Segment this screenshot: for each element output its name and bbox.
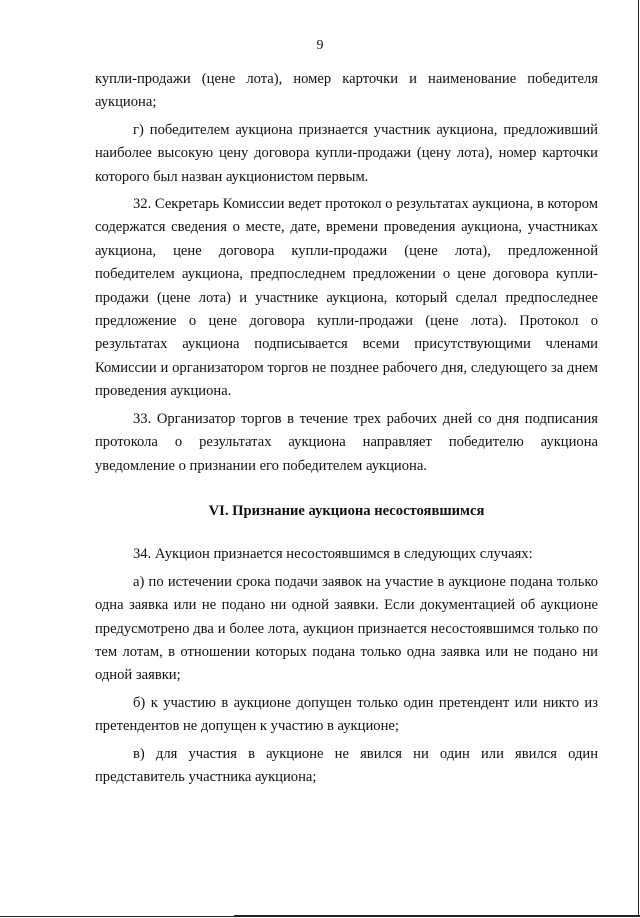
paragraph-continuation: купли-продажи (цене лота), номер карточки и наименование победителя аукциона; — [95, 71, 598, 111]
paragraph-item-v: в) для участия в аукционе не явился ни один или явился один представитель участника аукциона; — [95, 745, 598, 785]
paragraph-33: 33. Организатор торгов в течение трех рабочих дней со дня подписания протокола о результатах аукциона направляет победителю аукциона уведомление о признании его победителем аукциона. — [95, 410, 598, 474]
page-bottom-border — [234, 915, 640, 917]
paragraph-34: 34. Аукцион признается несостоявшимся в следующих случаях: — [133, 546, 533, 563]
document-body — [95, 68, 598, 789]
paragraph-item-g: г) победителем аукциона признается участник аукциона, предложивший наиболее высокую цену договора купли-продажи (цену лота), номер карточки которого был назван аукционистом первым. — [95, 121, 598, 185]
section-heading: VI. Признание аукциона несостоявшимся — [208, 502, 485, 519]
paragraph-item-b: б) к участию в аукционе допущен только один претендент или никто из претендентов не допущен к участию в аукционе; — [95, 694, 598, 735]
paragraph-32: 32. Секретарь Комиссии ведет протокол о результатах аукциона, в котором содержатся сведения о месте, дате, времени проведения аукциона, участниках аукциона, цене договора купли-продажи (цене лота), предложенной победителем аукциона, предпоследнем предложении о цене договора купли-продажи (цене лота) и участнике аукциона, который сделал предпоследнее предложение о цене договора купли-продажи (цене лота). Протокол о результатах аукциона подписывается всеми присутствующими членами Комиссии и организатором торгов не позднее рабочего дня, следующего за днем проведения аукциона. — [95, 196, 598, 400]
paragraph-item-a: а) по истечении срока подачи заявок на участие в аукционе подана только одна заявка или не подано ни одной заявки. Если документацией об аукционе предусмотрено два и более лота, аукцион признается несостоявшимся только по тем лотам, в отношении которых подана только одна заявка или не подано ни одной заявки; — [95, 573, 598, 684]
page-number: 9 — [316, 38, 324, 53]
